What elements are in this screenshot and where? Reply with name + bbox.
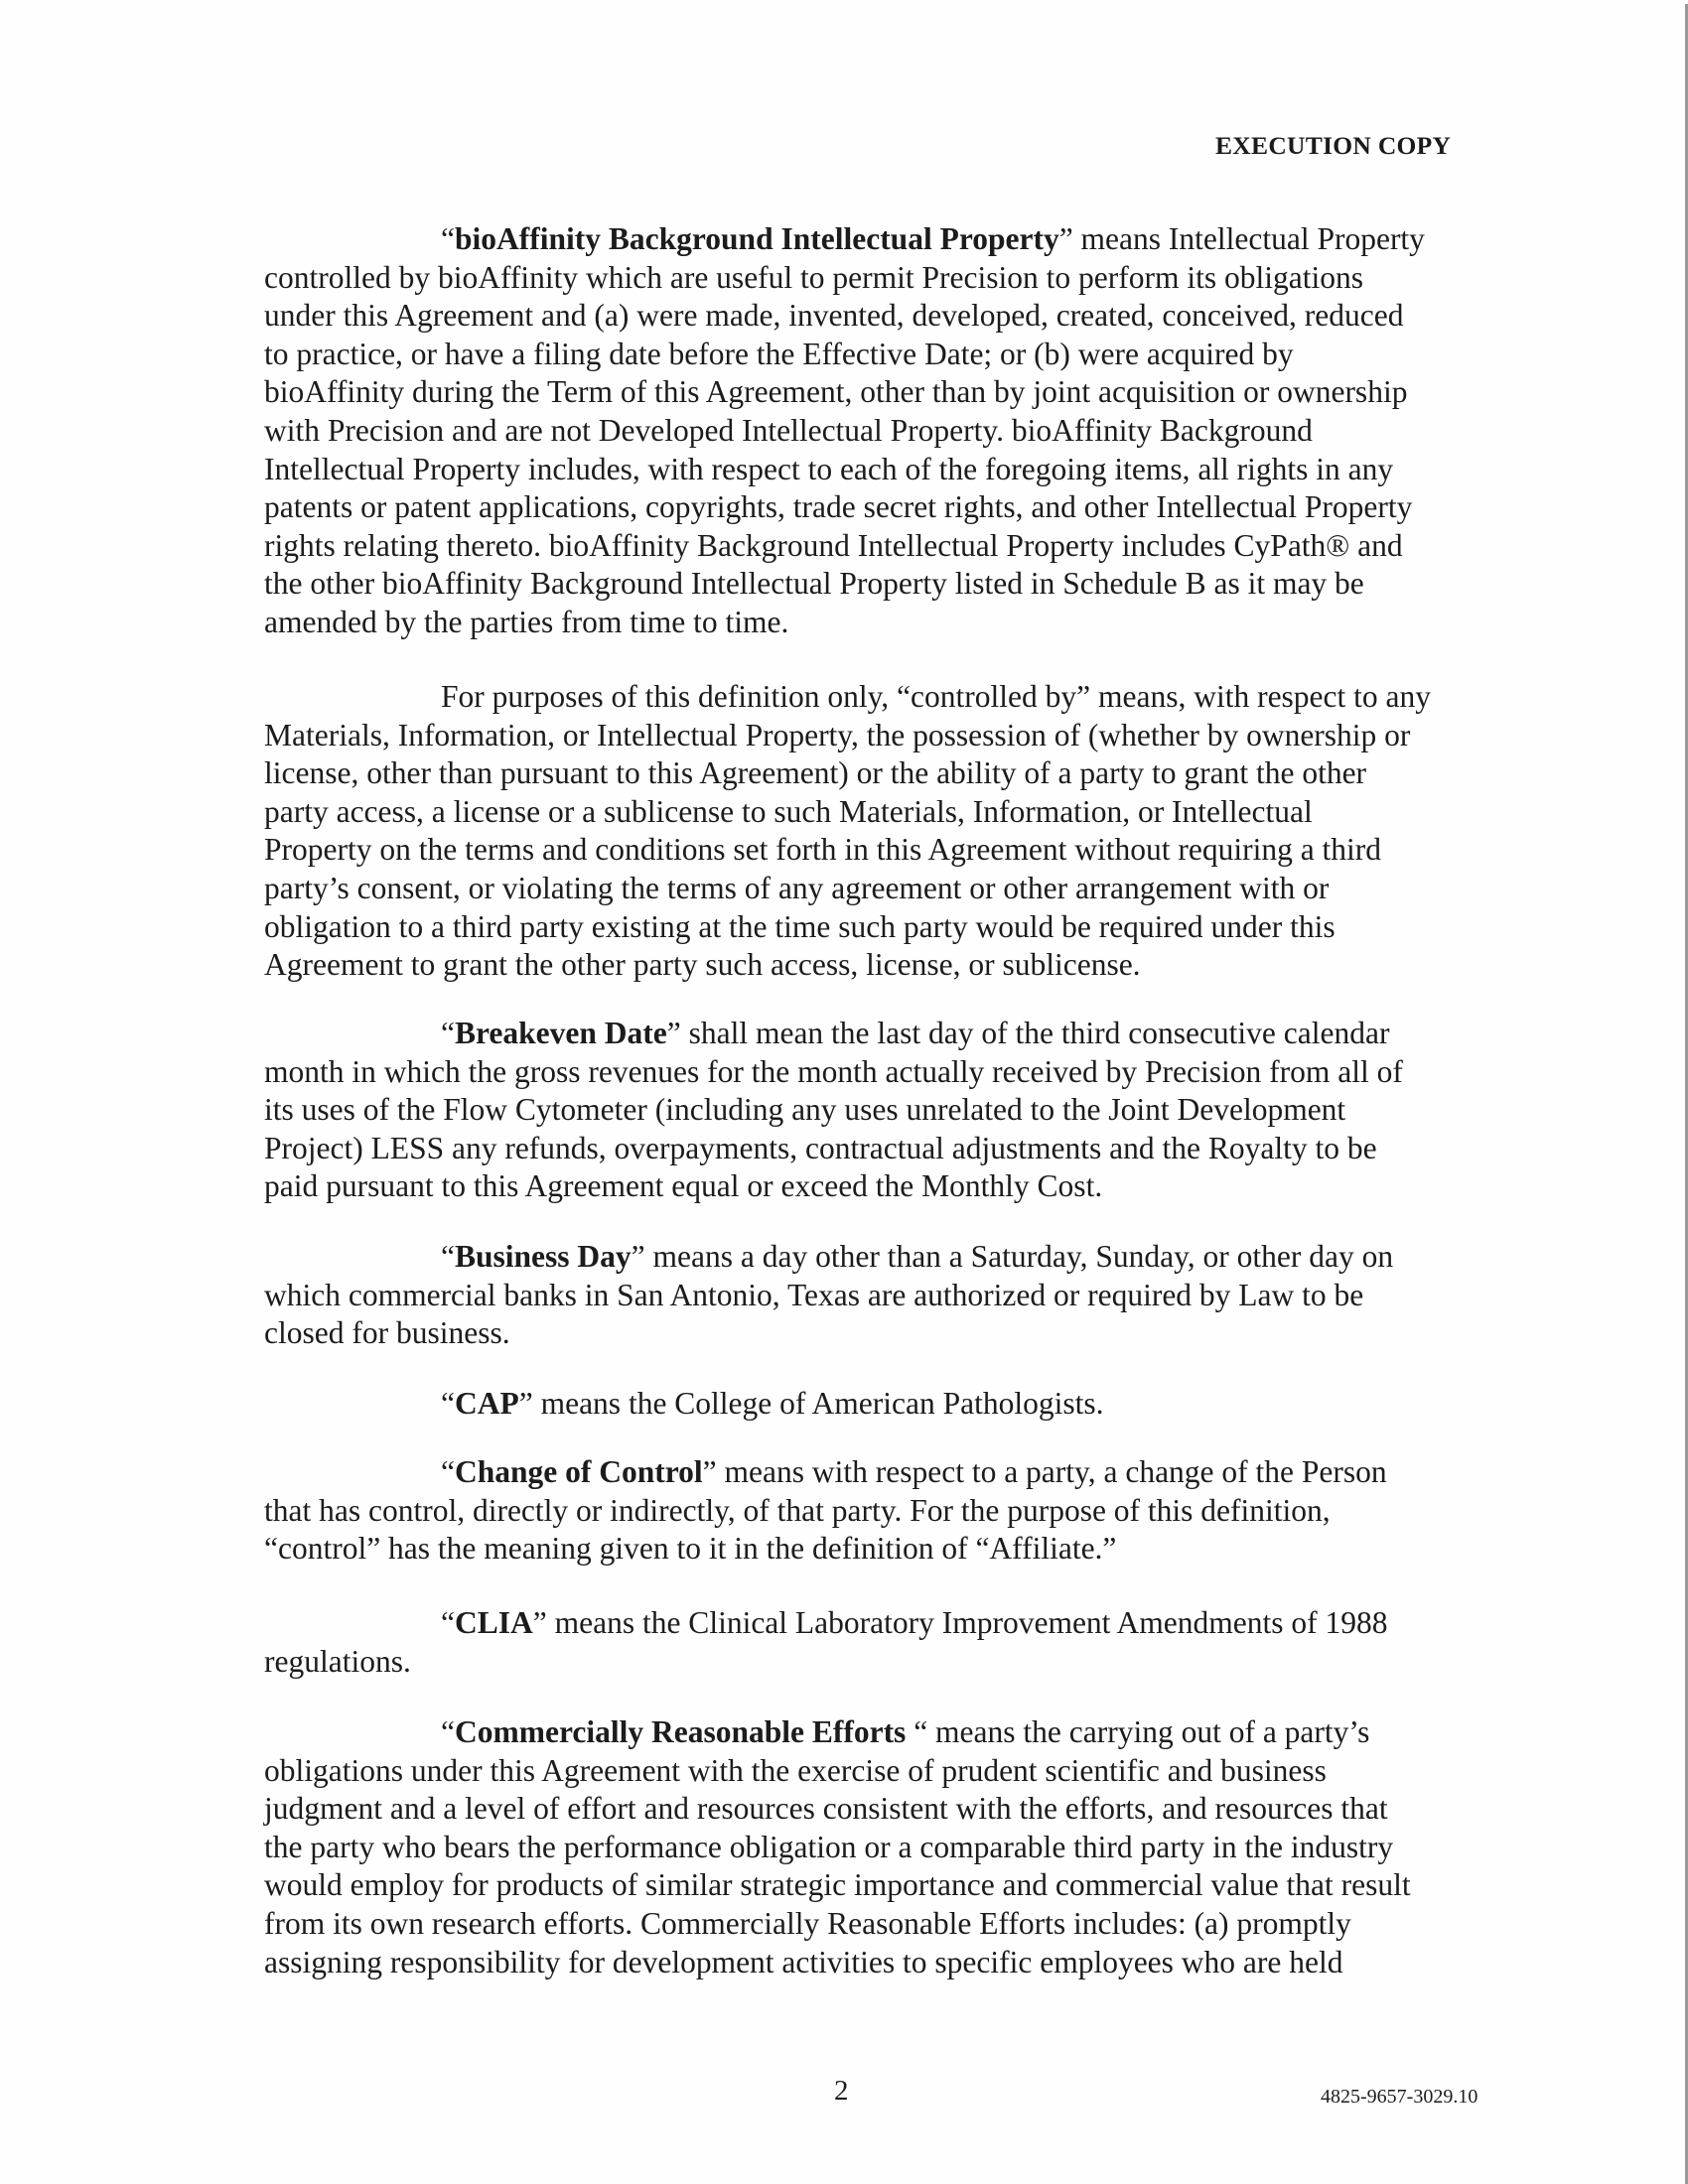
paragraph-line: the other bioAffinity Background Intellectual Property listed in Schedule B as it may be — [264, 566, 1364, 602]
document-id: 4825-9657-3029.10 — [1321, 2086, 1478, 2108]
paragraph-line: regulations. — [264, 1643, 411, 1679]
defined-term: bioAffinity Background Intellectual Property — [454, 221, 1059, 256]
paragraph-line: under this Agreement and (a) were made, invented, developed, created, conceived, reduced — [264, 298, 1404, 334]
paragraph-first-line — [264, 1604, 1495, 1643]
paragraph-line: patents or patent applications, copyrights, trade secret rights, and other Intellectual Property — [264, 489, 1413, 525]
open-quote: “ — [441, 1386, 455, 1421]
definition-controlled-by — [264, 678, 1495, 985]
definition-bioaffinity-background-ip — [264, 220, 1495, 642]
paragraph-line: the party who bears the performance obligation or a comparable third party in the industry — [264, 1829, 1394, 1864]
paragraph-line: bioAffinity during the Term of this Agreement, other than by joint acquisition or ownership — [264, 374, 1408, 410]
definition-clia — [264, 1604, 1495, 1681]
paragraph-first-line — [264, 1238, 1495, 1277]
paragraph-first-line — [264, 1015, 1495, 1053]
paragraph-line: amended by the parties from time to time. — [264, 604, 789, 639]
paragraph-first-line — [264, 220, 1495, 259]
paragraph-line: Project) LESS any refunds, overpayments, contractual adjustments and the Royalty to be — [264, 1130, 1377, 1165]
paragraph-line: obligations under this Agreement with the exercise of prudent scientific and business — [264, 1752, 1327, 1788]
paragraph-line: party access, a license or a sublicense to such Materials, Information, or Intellectual — [264, 793, 1313, 829]
paragraph-line: which commercial banks in San Antonio, Texas are authorized or required by Law to be — [264, 1277, 1364, 1312]
open-quote: “ — [441, 1714, 455, 1749]
paragraph-line: obligation to a third party existing at the time such party would be required under this — [264, 908, 1336, 944]
definition-text: ” means the Clinical Laboratory Improvement Amendments of 1988 — [532, 1605, 1388, 1640]
open-quote: “ — [441, 221, 455, 256]
definition-text: For purposes of this definition only, “controlled by” means, with respect to any — [441, 679, 1432, 714]
paragraph-line: license, other than pursuant to this Agreement) or the ability of a party to grant the other — [264, 755, 1367, 791]
paragraph-line: its uses of the Flow Cytometer (including any uses unrelated to the Joint Development — [264, 1092, 1346, 1128]
defined-term: Business Day — [454, 1239, 632, 1274]
paragraph-first-line — [264, 1713, 1495, 1752]
definition-change-of-control — [264, 1453, 1495, 1569]
paragraph-line: rights relating thereto. bioAffinity Background Intellectual Property includes CyPath® and — [264, 527, 1403, 563]
paragraph-line: Property on the terms and conditions set forth in this Agreement without requiring a third — [264, 832, 1382, 868]
defined-term: CLIA — [454, 1605, 533, 1640]
paragraph-line: Intellectual Property includes, with respect to each of the foregoing items, all rights in any — [264, 451, 1394, 486]
page-number: 2 — [834, 2075, 849, 2107]
paragraph-line: to practice, or have a filing date before the Effective Date; or (b) were acquired by — [264, 336, 1294, 371]
paragraph-first-line — [264, 1453, 1495, 1492]
paragraph-line: would employ for products of similar strategic importance and commercial value that result — [264, 1867, 1411, 1903]
paragraph-line: party’s consent, or violating the terms of any agreement or other arrangement with or — [264, 870, 1330, 905]
paragraph-first-line — [264, 678, 1495, 717]
definition-business-day — [264, 1238, 1495, 1353]
paragraph-line: closed for business. — [264, 1315, 510, 1351]
paragraph-line: Materials, Information, or Intellectual Property, the possession of (whether by ownership or — [264, 717, 1411, 752]
definition-text: ” means Intellectual Property — [1058, 221, 1425, 256]
definition-breakeven-date — [264, 1015, 1495, 1206]
paragraph-line: that has control, directly or indirectly, of that party. For the purpose of this definition, — [264, 1492, 1331, 1528]
paragraph-first-line — [264, 1385, 1495, 1424]
definition-text: ” means a day other than a Saturday, Sunday, or other day on — [631, 1239, 1394, 1274]
defined-term: Commercially Reasonable Efforts — [454, 1714, 907, 1749]
definition-text: ” means the College of American Pathologists. — [518, 1386, 1104, 1421]
open-quote: “ — [441, 1239, 455, 1274]
paragraph-line: “control” has the meaning given to it in the definition of “Affiliate.” — [264, 1531, 1117, 1567]
paragraph-line: judgment and a level of effort and resources consistent with the efforts, and resources that — [264, 1791, 1388, 1827]
open-quote: “ — [441, 1016, 455, 1050]
defined-term: Breakeven Date — [454, 1016, 667, 1050]
open-quote: “ — [441, 1454, 455, 1489]
paragraph-line: month in which the gross revenues for the month actually received by Precision from all of — [264, 1053, 1403, 1089]
paragraph-line: with Precision and are not Developed Intellectual Property. bioAffinity Background — [264, 412, 1313, 448]
execution-copy-header: EXECUTION COPY — [1215, 131, 1452, 160]
definition-text: “ means the carrying out of a party’s — [906, 1714, 1370, 1749]
definition-text: ” shall mean the last day of the third consecutive calendar — [666, 1016, 1390, 1050]
paragraph-line: controlled by bioAffinity which are useful to permit Precision to perform its obligations — [264, 259, 1363, 295]
definition-text: ” means with respect to a party, a change of the Person — [702, 1454, 1387, 1489]
definition-cap — [264, 1385, 1495, 1424]
paragraph-line: assigning responsibility for development activities to specific employees who are held — [264, 1944, 1343, 1979]
defined-term: CAP — [454, 1386, 519, 1421]
open-quote: “ — [441, 1605, 455, 1640]
defined-term: Change of Control — [454, 1454, 703, 1489]
paragraph-line: Agreement to grant the other party such access, license, or sublicense. — [264, 947, 1141, 983]
paragraph-line: from its own research efforts. Commercially Reasonable Efforts includes: (a) promptly — [264, 1905, 1351, 1941]
definition-commercially-reasonable-efforts — [264, 1713, 1495, 1981]
paragraph-line: paid pursuant to this Agreement equal or exceed the Monthly Cost. — [264, 1168, 1103, 1204]
